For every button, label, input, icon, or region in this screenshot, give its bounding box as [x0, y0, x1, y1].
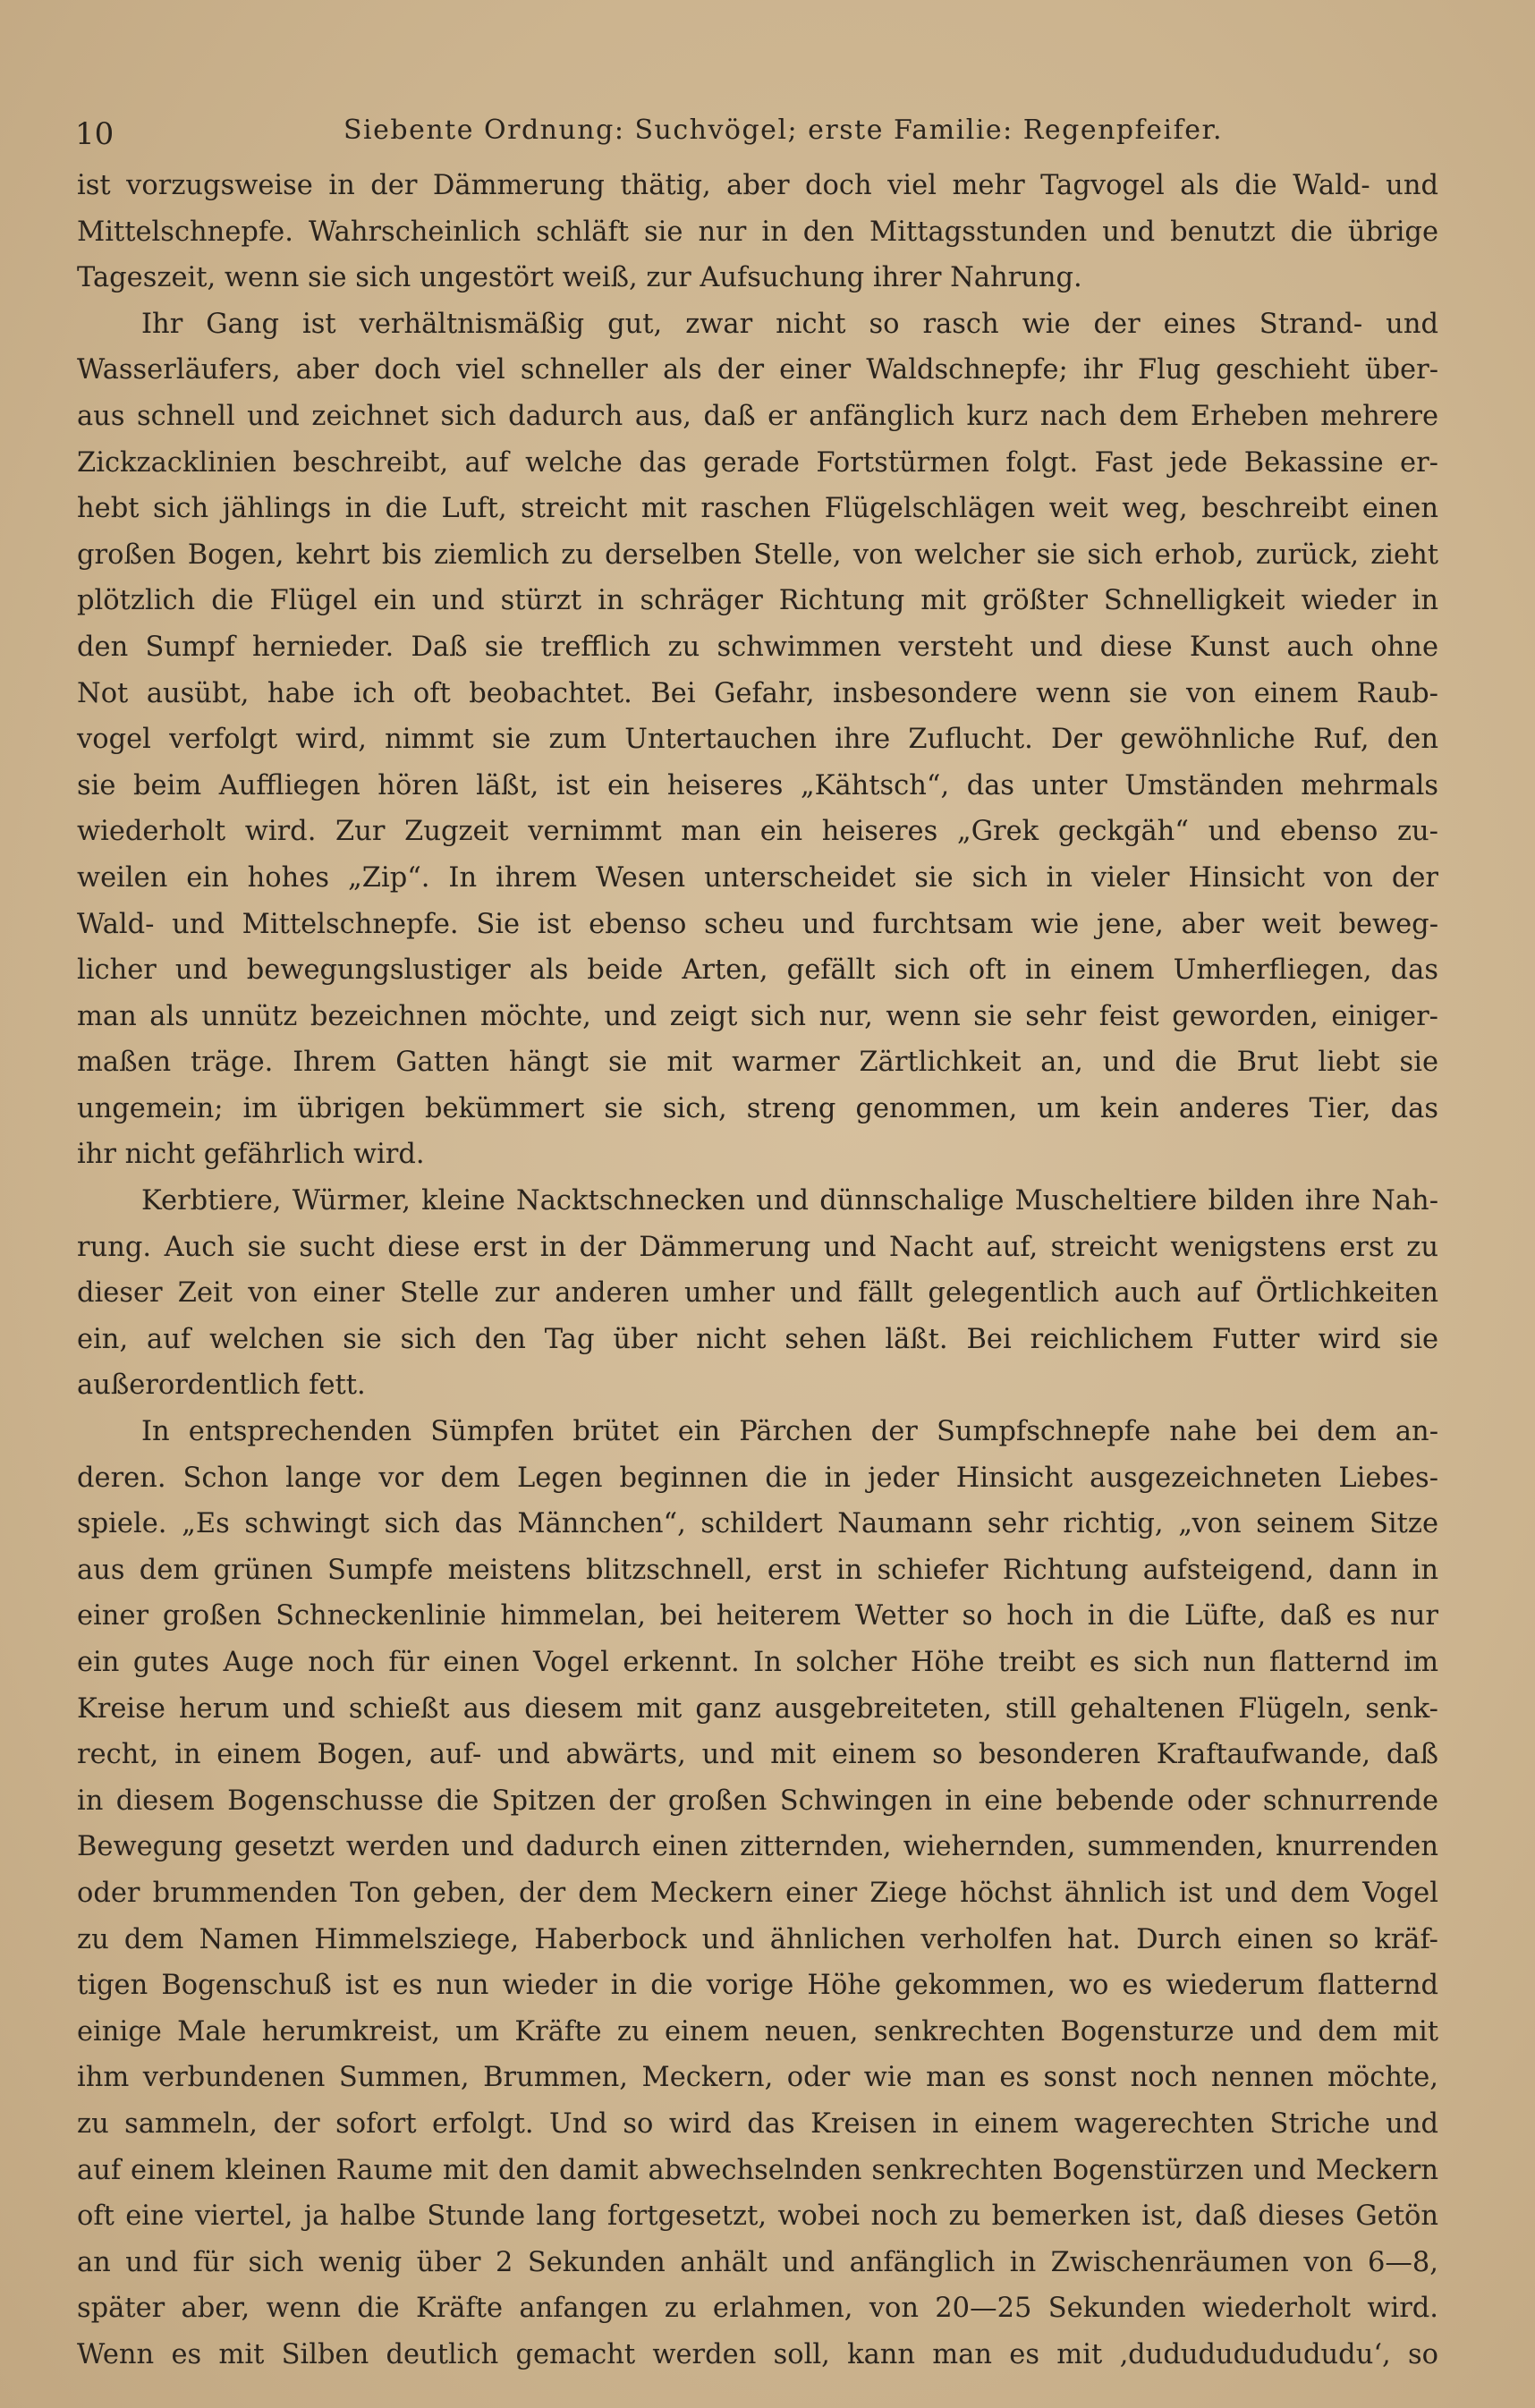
- text-line: In entsprechenden Sümpfen brütet ein Pärchen der Sumpfschnepfe nahe bei dem an-: [141, 1416, 1438, 1448]
- text-line: wiederholt wird. Zur Zugzeit vernimmt man ein heiseres „Grek geckgäh“ und ebenso zu-: [77, 816, 1438, 848]
- text-line: hebt sich jählings in die Luft, streicht mit raschen Flügelschlägen weit weg, beschreibt einen: [77, 493, 1438, 525]
- paragraph-1: [77, 163, 1438, 301]
- text-line: recht, in einem Bogen, auf- und abwärts, und mit einem so besonderen Kraftaufwande, daß: [77, 1739, 1438, 1771]
- paragraph-2: [77, 301, 1438, 1178]
- text-line: aus dem grünen Sumpfe meistens blitzschnell, erst in schiefer Richtung aufsteigend, dann in: [77, 1554, 1438, 1586]
- text-line: dieser Zeit von einer Stelle zur anderen umher und fällt gelegentlich auch auf Örtlichkeiten: [77, 1277, 1438, 1310]
- text-line: Kreise herum und schießt aus diesem mit ganz ausgebreiteten, still gehaltenen Flügeln, senk-: [77, 1692, 1438, 1725]
- text-line: deren. Schon lange vor dem Legen beginnen die in jeder Hinsicht ausgezeichneten Liebes-: [77, 1462, 1438, 1494]
- text-line: in diesem Bogenschusse die Spitzen der großen Schwingen in eine bebende oder schnurrende: [77, 1785, 1438, 1817]
- text-line: sie beim Auffliegen hören läßt, ist ein heiseres „Kähtsch“, das unter Umständen mehrmals: [77, 769, 1438, 801]
- text-line: an und für sich wenig über 2 Sekunden anhält und anfänglich in Zwischenräumen von 6—8,: [77, 2246, 1438, 2278]
- text-line: Wenn es mit Silben deutlich gemacht werden soll, kann man es mit ‚dududududududu‘, so: [77, 2338, 1438, 2370]
- text-line: oder brummenden Ton geben, der dem Meckern einer Ziege höchst ähnlich ist und dem Vogel: [77, 1877, 1438, 1909]
- running-title: Siebente Ordnung: Suchvögel; erste Familie: Regenpfeifer.: [343, 114, 1224, 146]
- text-line: plötzlich die Flügel ein und stürzt in schräger Richtung mit größter Schnelligkeit wieder in: [77, 585, 1438, 617]
- text-line: später aber, wenn die Kräfte anfangen zu erlahmen, von 20—25 Sekunden wiederholt wird.: [77, 2293, 1438, 2325]
- text-line: licher und bewegungslustiger als beide Arten, gefällt sich oft in einem Umherfliegen, das: [77, 954, 1438, 987]
- text-line: spiele. „Es schwingt sich das Männchen“, schildert Naumann sehr richtig, „von seinem Sitze: [77, 1508, 1438, 1540]
- text-line: ein gutes Auge noch für einen Vogel erkennt. In solcher Höhe treibt es sich nun flatternd im: [77, 1647, 1438, 1678]
- running-head: [75, 106, 1453, 152]
- text-line: Zickzacklinien beschreibt, auf welche das gerade Fortstürmen folgt. Fast jede Bekassine er-: [77, 446, 1438, 479]
- text-line: weilen ein hohes „Zip“. In ihrem Wesen unterscheidet sie sich in vieler Hinsicht von der: [77, 861, 1438, 894]
- text-line: Ihr Gang ist verhältnismäßig gut, zwar nicht so rasch wie der eines Strand- und: [141, 308, 1438, 340]
- text-line: ist vorzugsweise in der Dämmerung thätig, aber doch viel mehr Tagvogel als die Wald- und: [77, 170, 1438, 201]
- text-line: Mittelschnepfe. Wahrscheinlich schläft sie nur in den Mittagsstunden und benutzt die übrige: [77, 216, 1438, 248]
- text-line: rung. Auch sie sucht diese erst in der Dämmerung und Nacht auf, streicht wenigstens erst zu: [77, 1231, 1438, 1263]
- text-line: Kerbtiere, Würmer, kleine Nacktschnecken und dünnschalige Muscheltiere bilden ihre Nah-: [141, 1185, 1438, 1217]
- text-line: den Sumpf hernieder. Daß sie trefflich zu schwimmen versteht und diese Kunst auch ohne: [77, 631, 1438, 663]
- text-line: auf einem kleinen Raume mit den damit abwechselnden senkrechten Bogenstürzen und Meckern: [77, 2154, 1438, 2186]
- text-line: ihm verbundenen Summen, Brummen, Meckern, oder wie man es sonst noch nennen möchte,: [77, 2062, 1438, 2094]
- text-line: man als unnütz bezeichnen möchte, und zeigt sich nur, wenn sie sehr feist geworden, einiger-: [77, 1000, 1438, 1032]
- text-line: großen Bogen, kehrt bis ziemlich zu derselben Stelle, von welcher sie sich erhob, zurück, zieht: [77, 538, 1438, 571]
- text-line: einer großen Schneckenlinie himmelan, bei heiterem Wetter so hoch in die Lüfte, daß es nur: [77, 1600, 1438, 1632]
- text-line: vogel verfolgt wird, nimmt sie zum Untertauchen ihre Zuflucht. Der gewöhnliche Ruf, den: [77, 724, 1438, 756]
- paragraph-4: [77, 1409, 1438, 2378]
- text-line: zu sammeln, der sofort erfolgt. Und so wird das Kreisen in einem wagerechten Striche und: [77, 2107, 1438, 2140]
- text-line: zu dem Namen Himmelsziege, Haberbock und ähnlichen verholfen hat. Durch einen so kräf-: [77, 1923, 1438, 1955]
- text-line: ihr nicht gefährlich wird.: [77, 1139, 425, 1171]
- text-line: maßen träge. Ihrem Gatten hängt sie mit warmer Zärtlichkeit an, und die Brut liebt sie: [77, 1047, 1438, 1079]
- paragraph-3: [77, 1178, 1438, 1409]
- text-line: ungemein; im übrigen bekümmert sie sich, streng genommen, um kein anderes Tier, das: [77, 1092, 1438, 1124]
- text-line: Not ausübt, habe ich oft beobachtet. Bei Gefahr, insbesondere wenn sie von einem Raub-: [77, 677, 1438, 709]
- text-body: [77, 163, 1438, 2378]
- text-line: Tageszeit, wenn sie sich ungestört weiß, zur Aufsuchung ihrer Nahrung.: [77, 262, 1082, 294]
- text-line: einige Male herumkreist, um Kräfte zu einem neuen, senkrechten Bogensturze und dem mit: [77, 2015, 1438, 2048]
- text-line: aus schnell und zeichnet sich dadurch aus, daß er anfänglich kurz nach dem Erheben mehrere: [77, 400, 1438, 432]
- text-line: ein, auf welchen sie sich den Tag über nicht sehen läßt. Bei reichlichem Futter wird sie: [77, 1323, 1438, 1355]
- text-line: Wald- und Mittelschnepfe. Sie ist ebenso scheu und furchtsam wie jene, aber weit beweg-: [77, 908, 1438, 940]
- text-line: außerordentlich fett.: [77, 1369, 366, 1402]
- text-line: oft eine viertel, ja halbe Stunde lang fortgesetzt, wobei noch zu bemerken ist, daß dieses Getön: [77, 2200, 1438, 2233]
- text-line: Bewegung gesetzt werden und dadurch einen zitternden, wiehernden, summenden, knurrenden: [77, 1831, 1438, 1863]
- page-number: 10: [75, 116, 114, 152]
- text-line: tigen Bogenschuß ist es nun wieder in die vorige Höhe gekommen, wo es wiederum flatternd: [77, 1970, 1438, 2002]
- text-line: Wasserläufers, aber doch viel schneller als der einer Waldschnepfe; ihr Flug geschieht über-: [77, 354, 1438, 386]
